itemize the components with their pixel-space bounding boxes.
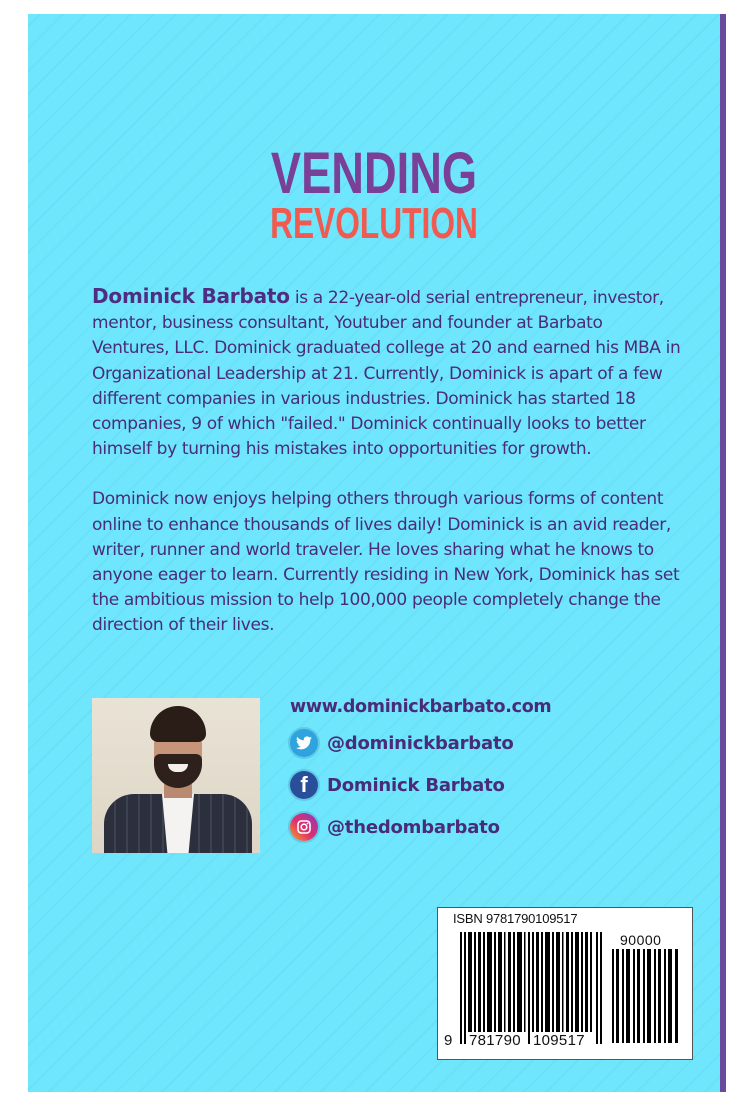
barcode-digits-left: 781790	[469, 1032, 521, 1049]
barcode-bars	[460, 932, 604, 1044]
book-title	[28, 141, 726, 248]
book-back-cover	[28, 14, 726, 1092]
author-bio	[92, 284, 682, 639]
barcode-digit-first: 9	[444, 1032, 453, 1049]
barcode-digits-right: 109517	[533, 1032, 585, 1049]
social-instagram[interactable]	[290, 806, 551, 848]
bio-paragraph-1	[92, 284, 682, 462]
social-facebook[interactable]	[290, 764, 551, 806]
bio-paragraph-2: Dominick now enjoys helping others through various forms of content online to enhance thousands of lives daily! Dominick is an avid reader, writer, runner and world traveler. He loves sharing what he knows to anyone eager to learn. Currently residing in New York, Dominick has set the ambitious mission to help 100,000 people completely change the direction of their lives.	[92, 489, 680, 636]
isbn-barcode	[437, 907, 693, 1060]
facebook-handle: Dominick Barbato	[327, 774, 505, 796]
bio-paragraph-1-text: is a 22-year-old serial entrepreneur, investor, mentor, business consultant, Youtuber and founder at Barbato Ventures, LLC. Dominick graduated college at 20 and earned his MBA in Organizational Leadership at 21. Currently, Dominick is apart of a few different companies in various industries. Dominick has started 18 companies, 9 of which "failed." Dominick continually looks to better himself by turning his mistakes into opportunities for growth.	[92, 288, 681, 460]
title-line-revolution: REVOLUTION	[270, 199, 478, 248]
twitter-icon	[290, 729, 318, 757]
instagram-icon	[290, 813, 318, 841]
author-name: Dominick Barbato	[92, 284, 290, 308]
facebook-icon: f	[290, 771, 318, 799]
website-link[interactable]: www.dominickbarbato.com	[290, 697, 552, 717]
author-photo	[92, 698, 260, 853]
social-twitter[interactable]	[290, 722, 551, 764]
isbn-label: ISBN 9781790109517	[453, 911, 578, 926]
price-addon-label: 90000	[620, 932, 662, 948]
instagram-handle: @thedombarbato	[327, 816, 500, 838]
twitter-handle: @dominickbarbato	[327, 732, 514, 754]
price-addon-bars	[612, 949, 680, 1043]
photo-shirt	[162, 794, 194, 853]
title-line-vending: VENDING	[270, 141, 478, 206]
author-links	[290, 694, 551, 848]
photo-hair	[150, 706, 206, 742]
